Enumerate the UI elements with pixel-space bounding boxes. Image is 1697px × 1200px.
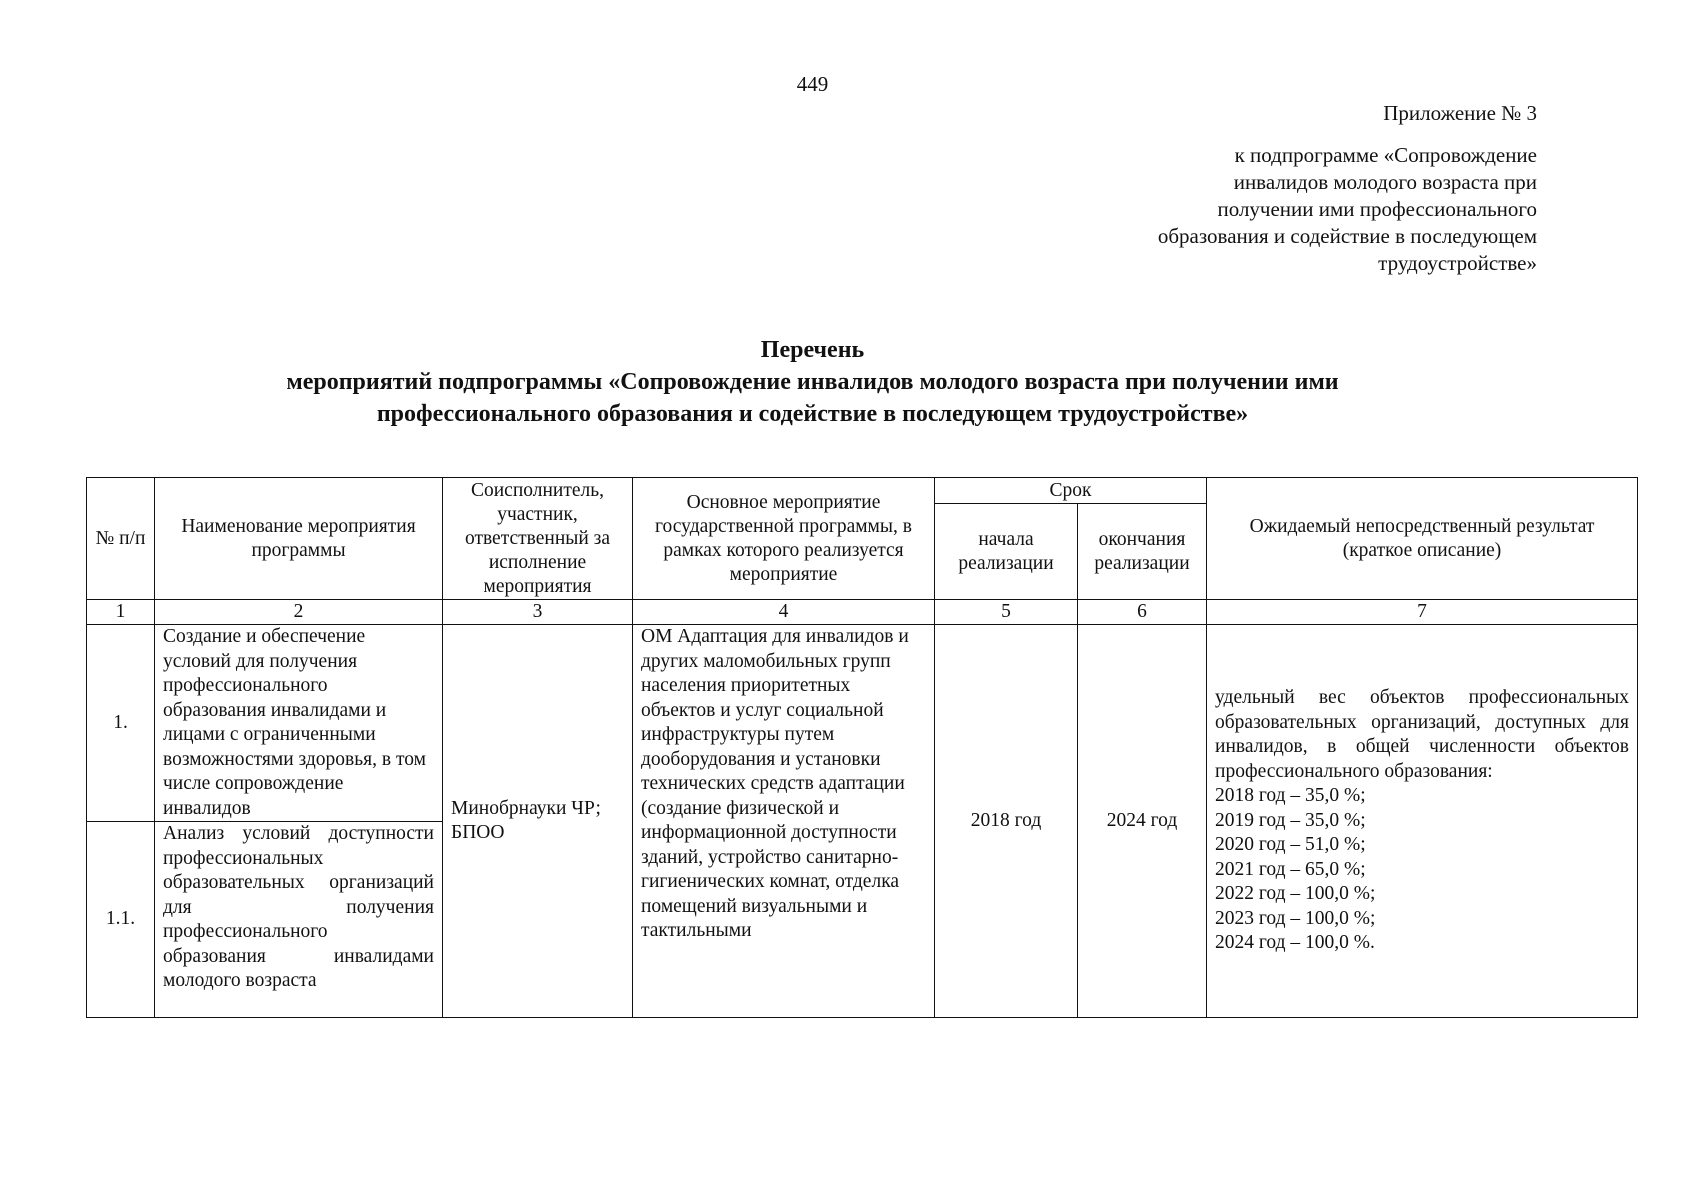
result-year: 2022 год – 100,0 %; <box>1215 883 1376 905</box>
header-term: Срок <box>935 478 1207 504</box>
header-main-event: Основное мероприятие государственной программы, в рамках которого реализуется мероприятие <box>633 478 935 600</box>
start-cell: 2018 год <box>935 625 1078 1018</box>
appendix-label: Приложение № 3 <box>1383 101 1537 125</box>
end-cell: 2024 год <box>1078 625 1207 1018</box>
document-title <box>0 334 1625 430</box>
title-line-2: мероприятий подпрограммы «Сопровождение инвалидов молодого возраста при получении ими <box>286 369 1339 395</box>
column-number: 7 <box>1207 600 1638 625</box>
result-year: 2018 год – 35,0 %; <box>1215 785 1366 807</box>
column-number: 3 <box>443 600 633 625</box>
row-num: 1.1. <box>87 822 155 1018</box>
activities-table <box>86 477 1638 1018</box>
appendix-reference: к подпрограмме «Сопровождение инвалидов молодого возраста при получении ими профессионального образования и содействие в последующем трудоустройстве» <box>1157 143 1537 275</box>
row-name: Анализ условий доступности профессиональных образовательных организаций для получения профессионального образования инвалидами молодого возраста <box>155 822 443 1018</box>
row-name: Создание и обеспечение условий для получения профессионального образования инвалидами и лицами с ограниченными возможностями здоровья, в том числе сопровождение инвалидов <box>155 625 443 822</box>
result-year: 2020 год – 51,0 %; <box>1215 834 1366 856</box>
executor-cell: Минобрнауки ЧР; БПОО <box>443 625 633 1018</box>
title-line-3: профессионального образования и содействие в последующем трудоустройстве» <box>376 401 1249 427</box>
header-start: начала реализации <box>935 504 1078 600</box>
result-year: 2019 год – 35,0 %; <box>1215 809 1366 831</box>
table-row <box>87 625 1638 822</box>
header-name: Наименование мероприятия программы <box>155 478 443 600</box>
header-executor: Соисполнитель, участник, ответственный за исполнение мероприятия <box>443 478 633 600</box>
row-num: 1. <box>87 625 155 822</box>
header-result: Ожидаемый непосредственный результат (краткое описание) <box>1207 478 1638 600</box>
title-line-1: Перечень <box>760 337 865 363</box>
column-number: 6 <box>1078 600 1207 625</box>
column-numbers-row <box>87 600 1638 625</box>
header-num: № п/п <box>87 478 155 600</box>
column-number: 4 <box>633 600 935 625</box>
result-year: 2023 год – 100,0 %; <box>1215 907 1376 929</box>
header-end: окончания реализации <box>1078 504 1207 600</box>
page-number: 449 <box>796 72 829 96</box>
column-number: 2 <box>155 600 443 625</box>
main-event-cell: ОМ Адаптация для инвалидов и других маломобильных групп населения приоритетных объектов и услуг социальной инфраструктуры путем дооборудования и установки технических средств адаптации (создание физической и информационной доступности зданий, устройство санитарно-гигиенических комнат, отделка помещений визуальными и тактильными <box>633 625 935 1018</box>
column-number: 5 <box>935 600 1078 625</box>
result-year: 2024 год – 100,0 %. <box>1215 932 1375 954</box>
column-number: 1 <box>87 600 155 625</box>
result-intro: удельный вес объектов профессиональных образовательных организаций, доступных для инвалидов, в общей численности объектов профессионального образования: <box>1215 687 1630 782</box>
result-cell <box>1207 625 1638 1018</box>
result-year: 2021 год – 65,0 %; <box>1215 858 1366 880</box>
